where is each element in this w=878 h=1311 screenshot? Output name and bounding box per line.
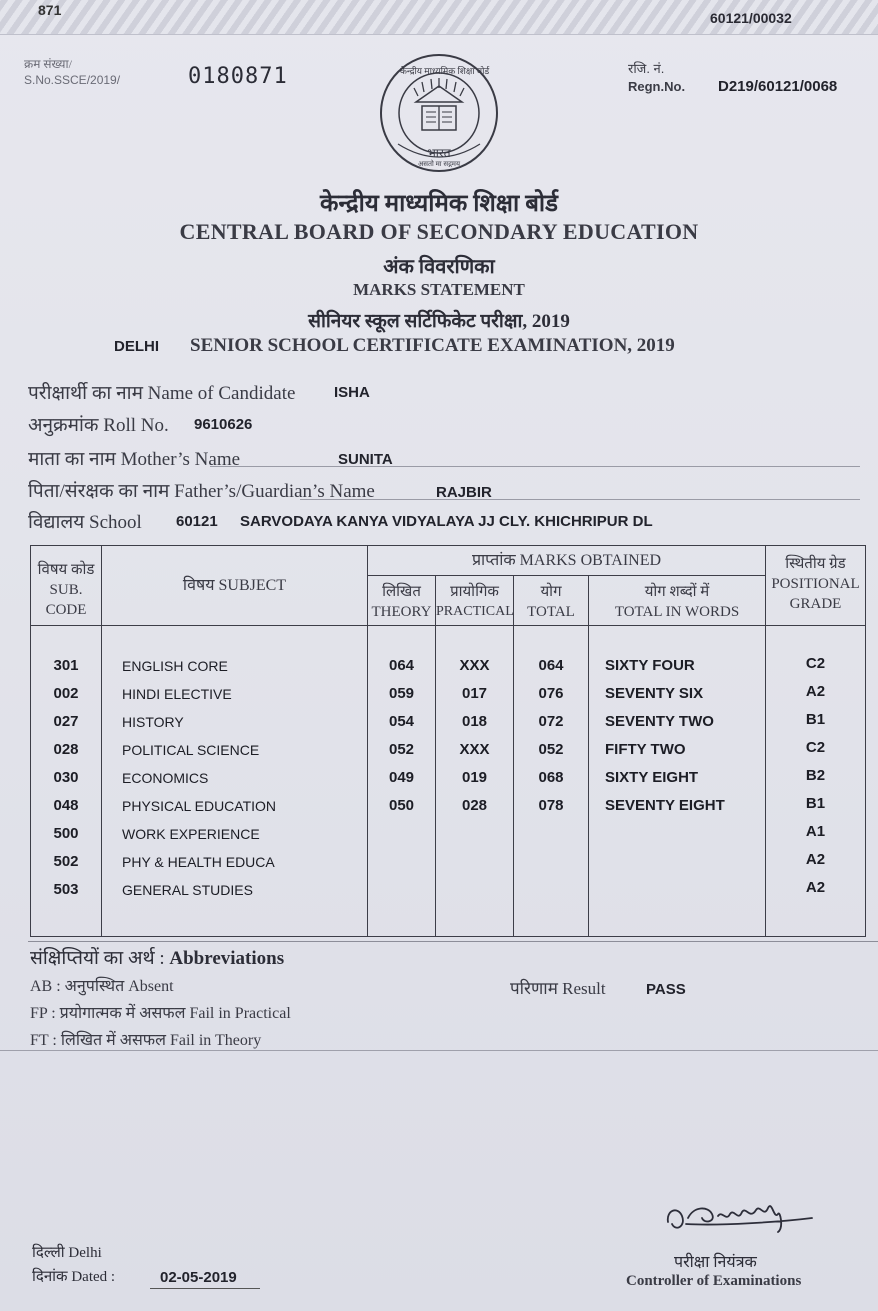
total-in-words: SIXTY EIGHT xyxy=(605,769,699,786)
header-words-en: TOTAL IN WORDS xyxy=(614,604,740,620)
mother-name-rule xyxy=(210,466,860,467)
candidate-name-value: ISHA xyxy=(334,384,370,401)
total-marks: 064 xyxy=(538,657,564,674)
school-name: SARVODAYA KANYA VIDYALAYA JJ CLY. KHICHRIPUR DL xyxy=(240,513,653,530)
regn-label xyxy=(628,60,685,96)
regn-label-en: Regn.No. xyxy=(628,79,686,94)
date-rule xyxy=(150,1288,260,1289)
issue-date: 02-05-2019 xyxy=(160,1269,237,1286)
total-marks: 078 xyxy=(538,797,564,814)
col-grade xyxy=(766,626,866,937)
header-total-en: TOTAL xyxy=(527,604,575,620)
header-positional-grade xyxy=(766,546,866,626)
practical-marks: XXX xyxy=(459,741,490,758)
header-sub-code xyxy=(31,546,102,626)
subject-code: 502 xyxy=(53,853,79,870)
result-value: PASS xyxy=(646,981,686,998)
theory-marks: 050 xyxy=(388,797,415,814)
table-bottom-rule xyxy=(28,941,878,942)
total-marks xyxy=(514,876,588,904)
subject-code: 500 xyxy=(53,825,79,842)
theory-marks: 049 xyxy=(388,769,415,786)
header-subject: विषय SUBJECT xyxy=(102,546,368,626)
subject-code: 028 xyxy=(53,741,79,758)
header-practical-en: PRACTICAL xyxy=(436,604,514,619)
subject-code: 002 xyxy=(53,685,79,702)
serial-label xyxy=(24,56,120,88)
header-total-in-words xyxy=(589,576,766,626)
region-name: DELHI xyxy=(114,338,159,355)
subject-name: PHY & HEALTH EDUCA xyxy=(122,854,275,870)
subject-name: ECONOMICS xyxy=(122,770,209,786)
positional-grade: B2 xyxy=(805,767,826,784)
abbreviation-ft: FT : लिखित में असफल Fail in Theory xyxy=(30,1032,262,1049)
theory-marks: 064 xyxy=(388,657,415,674)
board-name-english: CENTRAL BOARD OF SECONDARY EDUCATION xyxy=(179,219,699,244)
school-label: विद्यालय School xyxy=(28,512,142,533)
practical-marks: 018 xyxy=(461,713,488,730)
header-marks-obtained: प्राप्तांक MARKS OBTAINED xyxy=(368,546,766,576)
subject-name: POLITICAL SCIENCE xyxy=(122,742,260,758)
subject-code: 301 xyxy=(53,657,79,674)
practical-marks xyxy=(436,876,513,904)
col-practical xyxy=(436,626,514,937)
header-practical-hi: प्रायोगिक xyxy=(450,584,499,600)
controller-title-hindi: परीक्षा नियंत्रक xyxy=(674,1254,757,1271)
controller-signature xyxy=(660,1188,820,1249)
header-sub-code-hi: विषय कोड xyxy=(37,562,95,578)
subject-name: GENERAL STUDIES xyxy=(122,882,253,898)
serial-label-en: S.No.SSCE/2019/ xyxy=(24,73,121,87)
total-in-words: FIFTY TWO xyxy=(605,741,686,758)
statement-title-english: MARKS STATEMENT xyxy=(353,280,525,299)
positional-grade: A2 xyxy=(805,851,826,868)
place-label: दिल्ली Delhi xyxy=(32,1245,102,1261)
col-words xyxy=(589,626,766,937)
father-name-label: पिता/संरक्षक का नाम Father’s/Guardian’s Name xyxy=(28,481,375,502)
school-code: 60121 xyxy=(176,513,218,530)
abbreviations-title-hi: संक्षिप्तियों का अर्थ : xyxy=(30,948,165,969)
theory-marks xyxy=(368,848,435,876)
header-practical xyxy=(436,576,514,626)
practical-marks: 028 xyxy=(461,797,488,814)
positional-grade: B1 xyxy=(805,711,826,728)
regn-label-hi: रजि. नं. xyxy=(628,61,665,76)
total-marks: 068 xyxy=(538,769,564,786)
regn-number: D219/60121/0068 xyxy=(718,78,838,95)
abbreviation-ab: AB : अनुपस्थित Absent xyxy=(30,978,174,995)
total-marks: 072 xyxy=(538,713,564,730)
candidate-name-label: परीक्षार्थी का नाम Name of Candidate xyxy=(28,383,296,404)
subject-code: 048 xyxy=(53,797,79,814)
result-label: परिणाम Result xyxy=(510,979,606,998)
practical-marks: 019 xyxy=(461,769,488,786)
header-total-hi: योग xyxy=(540,584,562,600)
theory-marks xyxy=(368,876,435,904)
statement-title-hindi: अंक विवरणिका xyxy=(383,256,495,278)
subject-name: HISTORY xyxy=(122,714,184,730)
corner-number-left: 871 xyxy=(38,2,62,18)
total-in-words: SEVENTY EIGHT xyxy=(605,797,725,814)
serial-label-hi: क्रम संख्या/ xyxy=(24,57,72,71)
subject-name: HINDI ELECTIVE xyxy=(122,686,232,702)
theory-marks: 059 xyxy=(388,685,415,702)
header-sub-code-en1: SUB. xyxy=(49,582,83,598)
header-theory-en: THEORY xyxy=(371,604,432,620)
header-theory-hi: लिखित xyxy=(382,584,421,600)
positional-grade: A2 xyxy=(805,879,826,896)
practical-marks xyxy=(436,820,513,848)
father-name-rule xyxy=(300,499,860,500)
subject-code: 027 xyxy=(53,713,79,730)
practical-marks: 017 xyxy=(461,685,488,702)
dated-label: दिनांक Dated : xyxy=(32,1269,116,1285)
mother-name-value: SUNITA xyxy=(338,451,393,468)
marks-table xyxy=(30,545,866,937)
positional-grade: B1 xyxy=(805,795,826,812)
subject-code: 030 xyxy=(53,769,79,786)
abbreviations-title xyxy=(30,944,284,970)
theory-marks: 052 xyxy=(388,741,415,758)
col-total xyxy=(514,626,589,937)
total-in-words xyxy=(605,876,765,904)
col-code xyxy=(31,626,102,937)
total-marks: 076 xyxy=(538,685,564,702)
exam-title-hindi: सीनियर स्कूल सर्टिफिकेट परीक्षा, 2019 xyxy=(308,311,570,332)
abbreviations-title-en: Abbreviations xyxy=(169,948,285,969)
total-marks: 052 xyxy=(538,741,564,758)
practical-marks xyxy=(436,848,513,876)
col-subject xyxy=(102,626,368,937)
signature-scribble xyxy=(660,1188,820,1244)
father-name-value: RAJBIR xyxy=(436,484,492,501)
practical-marks: XXX xyxy=(459,657,490,674)
roll-number-value: 9610626 xyxy=(194,416,253,433)
total-in-words xyxy=(605,820,765,848)
col-theory xyxy=(368,626,436,937)
header-grade-en2: GRADE xyxy=(789,596,842,612)
subject-name: PHYSICAL EDUCATION xyxy=(122,798,277,814)
positional-grade: C2 xyxy=(805,739,826,756)
seal-motto: असतो मा सद्गमय xyxy=(417,160,461,168)
controller-title-english: Controller of Examinations xyxy=(626,1273,802,1289)
header-theory xyxy=(368,576,436,626)
serial-number: 0180871 xyxy=(188,64,288,89)
theory-marks: 054 xyxy=(388,713,415,730)
seal-top-text: केन्द्रीय माध्यमिक शिक्षा बोर्ड xyxy=(400,66,490,76)
board-name-hindi: केन्द्रीय माध्यमिक शिक्षा बोर्ड xyxy=(320,191,558,217)
header-grade-en1: POSITIONAL xyxy=(771,576,860,592)
header-grade-hi: स्थितीय ग्रेड xyxy=(785,556,846,572)
header-sub-code-en2: CODE xyxy=(45,602,87,618)
corner-number-right: 60121/00032 xyxy=(710,10,792,26)
subject-code: 503 xyxy=(53,881,79,898)
theory-marks xyxy=(368,820,435,848)
total-in-words xyxy=(605,848,765,876)
abbreviation-fp: FP : प्रयोगात्मक में असफल Fail in Practical xyxy=(30,1005,291,1022)
roll-number-label: अनुक्रमांक Roll No. xyxy=(28,415,169,436)
positional-grade: C2 xyxy=(805,655,826,672)
positional-grade: A1 xyxy=(805,823,826,840)
total-in-words: SEVENTY TWO xyxy=(605,713,714,730)
seal-bottom-text: भारत xyxy=(427,146,451,160)
total-marks xyxy=(514,820,588,848)
positional-grade: A2 xyxy=(805,683,826,700)
mother-name-label: माता का नाम Mother’s Name xyxy=(28,449,241,470)
subject-name: WORK EXPERIENCE xyxy=(122,826,260,842)
total-in-words: SIXTY FOUR xyxy=(605,657,695,674)
header-total xyxy=(514,576,589,626)
total-marks xyxy=(514,848,588,876)
header-words-hi: योग शब्दों में xyxy=(644,584,710,600)
total-in-words: SEVENTY SIX xyxy=(605,685,704,702)
abbreviations-bottom-rule xyxy=(0,1050,878,1051)
subject-name: ENGLISH CORE xyxy=(122,658,228,674)
exam-title-english: SENIOR SCHOOL CERTIFICATE EXAMINATION, 2019 xyxy=(190,335,675,356)
